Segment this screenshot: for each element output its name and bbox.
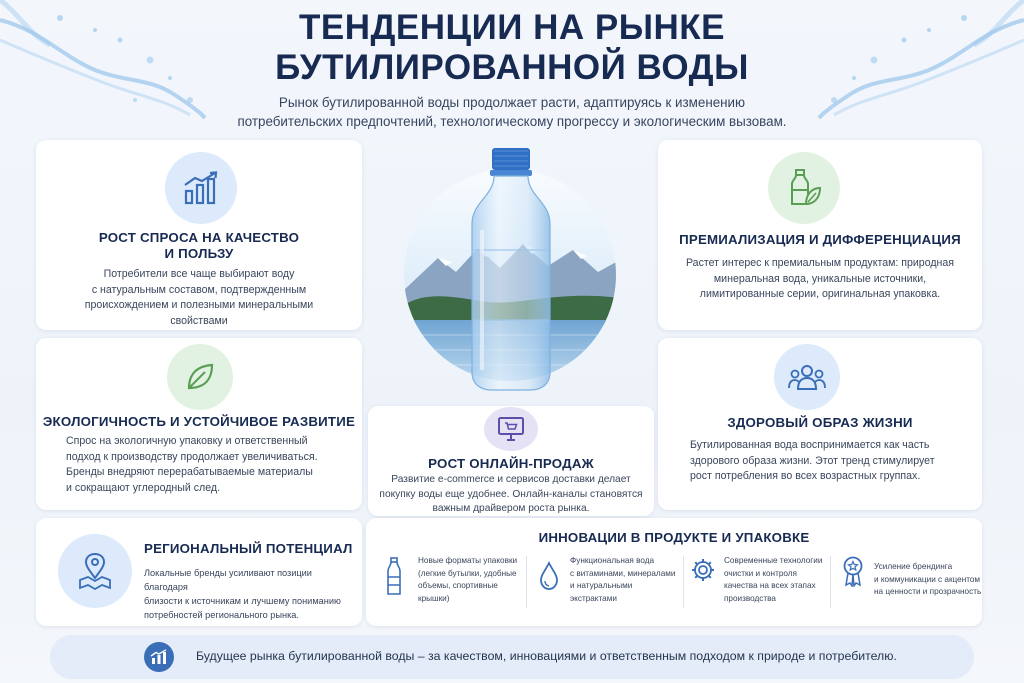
online-line-2: покупку воды еще удобнее. Онлайн-каналы становятся bbox=[379, 488, 643, 500]
growth-chart-icon bbox=[182, 171, 220, 205]
card-healthy-lifestyle bbox=[658, 338, 982, 510]
innovation-title: ИННОВАЦИИ В ПРОДУКТЕ И УПАКОВКЕ bbox=[538, 530, 810, 545]
innovation-functional-text bbox=[570, 555, 675, 605]
quality-title bbox=[36, 230, 362, 262]
innov-1-line-4: крышки) bbox=[418, 593, 450, 603]
innovation-divider-1 bbox=[526, 556, 527, 608]
leaf-icon bbox=[184, 361, 216, 393]
innov-1-line-2: (легкие бутылки, удобные bbox=[418, 568, 517, 578]
eco-icon-circle bbox=[167, 344, 233, 410]
regional-line-3: потребностей регионального рынка. bbox=[144, 610, 299, 620]
innovation-branding-text bbox=[874, 561, 981, 599]
people-icon bbox=[787, 362, 827, 392]
premium-line-3: лимитированные серии, оригинальная упаковка. bbox=[699, 288, 941, 301]
premium-icon-circle bbox=[768, 152, 840, 224]
online-line-1: Развитие e-commerce и сервисов доставки делает bbox=[391, 474, 631, 485]
innov-3-line-2: очистки и контроля bbox=[724, 568, 797, 578]
health-line-2: здорового образа жизни. Этот тренд стимулирует bbox=[690, 454, 935, 467]
water-drop-icon bbox=[538, 561, 560, 591]
footer-icon-circle bbox=[144, 642, 174, 672]
health-icon-circle bbox=[774, 344, 840, 410]
premium-line-2: минеральная вода, уникальные источники, bbox=[713, 272, 927, 285]
page-title-line-1: ТЕНДЕНЦИИ НА РЫНКЕ bbox=[298, 8, 726, 47]
health-description bbox=[690, 438, 980, 485]
growth-chart-icon bbox=[150, 649, 168, 665]
subtitle-line-1: Рынок бутилированной воды продолжает расти, адаптируясь к изменению bbox=[278, 95, 746, 110]
innov-3-line-1: Современные технологии bbox=[724, 556, 823, 565]
eco-line-1: Спрос на экологичную упаковку и ответственный bbox=[66, 435, 308, 447]
footer-banner bbox=[50, 635, 974, 679]
innov-1-line-1: Новые форматы упаковки bbox=[418, 556, 518, 565]
small-bottle-icon bbox=[384, 557, 404, 597]
regional-line-2: близости к источникам и лучшему пониманию bbox=[144, 596, 341, 606]
quality-line-3: происхождением и полезными минеральными bbox=[84, 299, 314, 312]
gear-icon bbox=[690, 557, 716, 583]
innovation-item-technology bbox=[690, 555, 822, 605]
online-icon-circle bbox=[484, 407, 538, 451]
eco-title: ЭКОЛОГИЧНОСТЬ И УСТОЙЧИВОЕ РАЗВИТИЕ bbox=[42, 414, 356, 429]
online-line-3: важным драйвером роста рынка. bbox=[432, 503, 590, 514]
monitor-cart-icon bbox=[497, 416, 525, 442]
premium-title: ПРЕМИАЛИЗАЦИЯ И ДИФФЕРЕНЦИАЦИЯ bbox=[679, 232, 961, 247]
quality-description bbox=[36, 267, 362, 329]
regional-title: РЕГИОНАЛЬНЫЙ ПОТЕНЦИАЛ bbox=[144, 541, 353, 556]
quality-title-line-2: И ПОЛЬЗУ bbox=[164, 246, 234, 261]
health-line-1: Бутилированная вода воспринимается как часть bbox=[690, 439, 930, 451]
innov-4-line-3: на ценности и прозрачность bbox=[874, 587, 982, 596]
eco-line-3: Бренды внедряют перерабатываемые материалы bbox=[66, 466, 313, 479]
health-title: ЗДОРОВЫЙ ОБРАЗ ЖИЗНИ bbox=[727, 415, 913, 430]
eco-line-2: подход к производству продолжает увеличиваться. bbox=[66, 450, 318, 463]
footer-text: Будущее рынка бутилированной воды – за качеством, инновациями и ответственным подходом к природе и потребителю. bbox=[196, 649, 897, 663]
bottle-landscape-image bbox=[368, 140, 654, 402]
innov-4-line-1: Усиление брендинга bbox=[874, 562, 953, 571]
innov-1-line-3: объемы, спортивные bbox=[418, 581, 498, 590]
quality-line-4: свойствами bbox=[170, 314, 228, 327]
innov-2-line-1: Функциональная вода bbox=[570, 556, 655, 565]
health-line-3: рост потребления во всех возрастных группах. bbox=[690, 470, 921, 483]
innov-4-line-2: и коммуникации с акцентом bbox=[874, 574, 981, 584]
innovation-item-functional bbox=[538, 555, 675, 605]
page-title bbox=[0, 8, 1024, 88]
subtitle-line-2: потребительских предпочтений, технологическому прогрессу и экологическим вызовам. bbox=[237, 114, 787, 129]
eco-description bbox=[66, 434, 356, 496]
innov-3-line-3: качества на всех этапах bbox=[724, 581, 816, 590]
online-title: РОСТ ОНЛАЙН-ПРОДАЖ bbox=[428, 456, 594, 471]
regional-line-1: Локальные бренды усиливают позиции благодаря bbox=[144, 568, 312, 592]
innovation-item-packaging bbox=[384, 555, 517, 605]
premium-line-1: Растет интерес к премиальным продуктам: природная bbox=[685, 257, 955, 269]
innovation-divider-3 bbox=[830, 556, 831, 608]
bottle-leaf-icon bbox=[786, 168, 822, 208]
card-quality-demand bbox=[36, 140, 362, 330]
innov-2-line-4: экстрактами bbox=[570, 593, 617, 603]
card-eco-sustainability bbox=[36, 338, 362, 510]
innovation-divider-2 bbox=[683, 556, 684, 608]
innov-2-line-2: с витаминами, минералами bbox=[570, 568, 676, 578]
regional-description bbox=[144, 566, 358, 622]
map-pin-icon bbox=[77, 552, 113, 590]
innovation-packaging-text bbox=[418, 555, 517, 605]
premium-description bbox=[658, 256, 982, 303]
quality-line-1: Потребители все чаще выбирают воду bbox=[103, 268, 295, 280]
innovation-item-branding bbox=[840, 555, 981, 599]
quality-icon-circle bbox=[165, 152, 237, 224]
page-subtitle bbox=[212, 93, 812, 131]
quality-line-2: с натуральным составом, подтвержденным bbox=[91, 283, 307, 296]
award-badge-icon bbox=[840, 555, 866, 587]
page-title-line-2: БУТИЛИРОВАННОЙ ВОДЫ bbox=[275, 48, 749, 87]
card-regional-potential bbox=[36, 518, 362, 626]
quality-title-line-1: РОСТ СПРОСА НА КАЧЕСТВО bbox=[98, 230, 300, 245]
card-online-sales bbox=[368, 406, 654, 516]
eco-line-4: и сокращают углеродный след. bbox=[66, 481, 221, 494]
bottle-illustration bbox=[368, 140, 654, 402]
innov-2-line-3: и натуральными bbox=[570, 581, 633, 590]
card-premiumization bbox=[658, 140, 982, 330]
innov-3-line-4: производства bbox=[724, 593, 776, 603]
innovation-technology-text bbox=[724, 555, 822, 605]
regional-icon-circle bbox=[58, 534, 132, 608]
online-description bbox=[368, 473, 654, 517]
